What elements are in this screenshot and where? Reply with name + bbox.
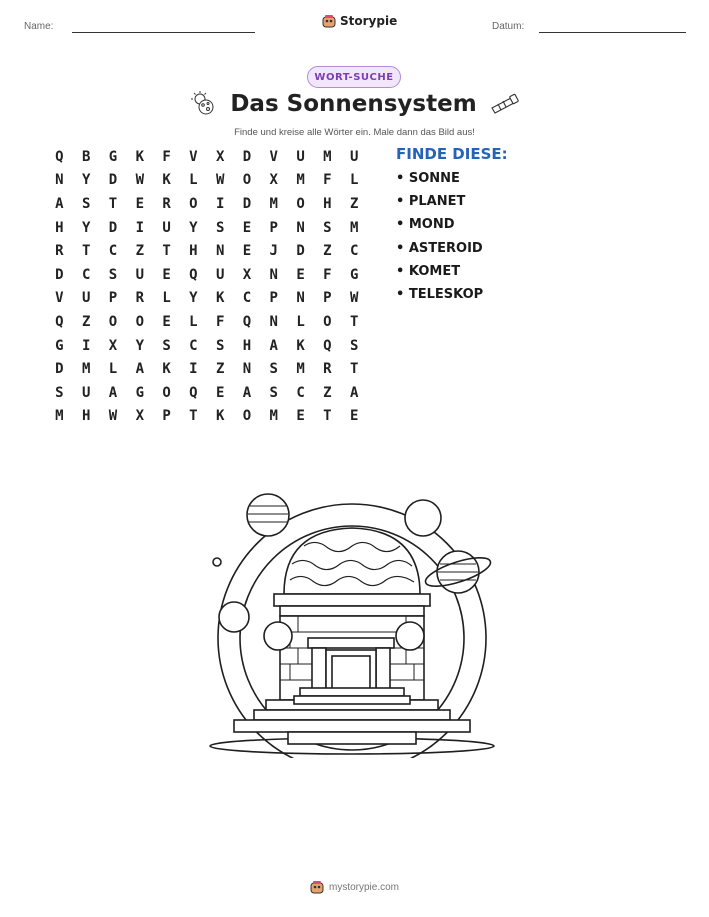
grid-letter[interactable]: T (81, 243, 91, 260)
instructions: Finde und kreise alle Wörter ein. Male dann das Bild aus! (234, 127, 475, 138)
grid-letter[interactable]: X (269, 172, 278, 189)
grid-letter[interactable]: L (296, 313, 305, 330)
grid-letter[interactable]: S (215, 219, 225, 236)
grid-letter[interactable]: K (296, 337, 305, 354)
grid-letter[interactable]: P (108, 290, 118, 307)
grid-letter[interactable]: H (81, 408, 91, 425)
grid-letter[interactable]: H (55, 219, 64, 236)
page-title: Das Sonnensystem (230, 91, 477, 117)
grid-letter[interactable]: H (323, 195, 332, 212)
grid-letter[interactable]: S (323, 219, 332, 236)
grid-letter[interactable]: O (162, 384, 171, 401)
grid-letter[interactable]: A (135, 361, 144, 378)
grid-letter[interactable]: F (215, 313, 225, 330)
word-list-item: • ASTEROID (396, 240, 483, 256)
grid-letter[interactable]: X (242, 266, 252, 283)
grid-letter[interactable]: K (162, 172, 171, 189)
grid-letter[interactable]: T (349, 313, 359, 330)
grid-letter[interactable]: O (296, 195, 305, 212)
grid-letter[interactable]: A (55, 195, 64, 212)
grid-row (46, 357, 368, 381)
grid-letter[interactable]: N (296, 219, 305, 236)
grid-letter[interactable]: Z (135, 243, 144, 260)
grid-letter[interactable]: Q (242, 313, 252, 330)
grid-letter[interactable]: O (189, 195, 198, 212)
grid-letter[interactable]: E (162, 313, 171, 330)
grid-letter[interactable]: P (162, 408, 171, 425)
grid-letter[interactable]: Y (135, 337, 144, 354)
grid-letter[interactable]: K (215, 408, 225, 425)
grid-letter[interactable]: O (323, 313, 332, 330)
grid-letter[interactable]: E (296, 408, 305, 425)
grid-row (46, 334, 368, 358)
footer-url[interactable]: mystorypie.com (328, 881, 399, 893)
grid-letter[interactable]: U (81, 290, 91, 307)
grid-letter[interactable]: Q (55, 313, 64, 330)
word-list-item: • PLANET (396, 194, 466, 210)
brand-name: Storypie (340, 14, 398, 28)
grid-letter[interactable]: U (81, 384, 91, 401)
grid-letter[interactable]: N (242, 361, 252, 378)
grid-letter[interactable]: K (135, 148, 144, 165)
grid-letter[interactable]: O (108, 313, 118, 330)
grid-letter[interactable]: F (323, 172, 332, 189)
grid-letter[interactable]: E (135, 195, 144, 212)
word-search-grid (46, 145, 368, 428)
grid-letter[interactable]: Q (189, 384, 198, 401)
grid-letter[interactable]: M (55, 408, 64, 425)
grid-letter[interactable]: J (269, 243, 278, 260)
grid-letter[interactable]: D (108, 172, 118, 189)
grid-letter[interactable]: M (296, 172, 305, 189)
grid-letter[interactable]: U (215, 266, 225, 283)
grid-letter[interactable]: P (269, 290, 278, 307)
grid-letter[interactable]: S (269, 384, 278, 401)
grid-letter[interactable]: O (135, 313, 144, 330)
grid-letter[interactable]: T (349, 361, 359, 378)
date-line[interactable] (539, 32, 686, 33)
word-list-item: • SONNE (396, 171, 460, 186)
mascot-icon (310, 880, 324, 894)
grid-row (46, 145, 368, 169)
grid-letter[interactable]: I (189, 361, 198, 378)
grid-row (46, 381, 368, 405)
grid-letter[interactable]: U (349, 148, 359, 165)
grid-letter[interactable]: D (55, 266, 64, 283)
grid-letter[interactable]: K (162, 361, 171, 378)
grid-letter[interactable]: N (215, 243, 225, 260)
grid-letter[interactable]: K (215, 290, 225, 307)
grid-letter[interactable]: R (55, 243, 64, 260)
grid-letter[interactable]: W (215, 172, 225, 189)
grid-letter[interactable]: S (349, 337, 359, 354)
grid-letter[interactable]: Y (81, 219, 91, 236)
grid-letter[interactable]: V (269, 148, 278, 165)
grid-letter[interactable]: X (108, 337, 118, 354)
grid-letter[interactable]: Q (189, 266, 198, 283)
grid-letter[interactable]: M (349, 219, 359, 236)
name-line[interactable] (72, 32, 255, 33)
grid-letter[interactable]: C (242, 290, 252, 307)
grid-letter[interactable]: E (296, 266, 305, 283)
grid-letter[interactable]: O (242, 172, 252, 189)
grid-letter[interactable]: R (162, 195, 171, 212)
grid-letter[interactable]: Z (349, 195, 359, 212)
grid-letter[interactable]: U (135, 266, 144, 283)
word-list-item: • TELESKOP (396, 286, 484, 302)
grid-letter[interactable]: G (55, 337, 64, 354)
grid-letter[interactable]: T (108, 195, 118, 212)
word-search-badge: WORT-SUCHE (307, 66, 401, 88)
word-list (396, 171, 483, 310)
grid-letter[interactable]: Z (215, 361, 225, 378)
grid-letter[interactable]: D (108, 219, 118, 236)
grid-letter[interactable]: G (135, 384, 144, 401)
grid-row (46, 192, 368, 216)
grid-letter[interactable]: C (349, 243, 359, 260)
grid-letter[interactable]: C (189, 337, 198, 354)
grid-letter[interactable]: E (242, 243, 252, 260)
grid-row (46, 287, 368, 311)
grid-letter[interactable]: A (108, 384, 118, 401)
grid-letter[interactable]: L (189, 313, 198, 330)
grid-row (46, 310, 368, 334)
grid-letter[interactable]: T (162, 243, 171, 260)
grid-letter[interactable]: R (135, 290, 144, 307)
grid-letter[interactable]: T (189, 408, 198, 425)
word-list-item: • KOMET (396, 263, 461, 279)
grid-letter[interactable]: E (349, 408, 359, 425)
grid-letter[interactable]: H (242, 337, 252, 354)
grid-letter[interactable]: X (135, 408, 144, 425)
grid-letter[interactable]: C (108, 243, 118, 260)
grid-letter[interactable]: S (215, 337, 225, 354)
grid-letter[interactable]: T (323, 408, 332, 425)
grid-letter[interactable]: H (189, 243, 198, 260)
grid-row (46, 169, 368, 193)
grid-letter[interactable]: Z (81, 313, 91, 330)
grid-letter[interactable]: I (81, 337, 91, 354)
grid-letter[interactable]: U (296, 148, 305, 165)
grid-letter[interactable]: Y (81, 172, 91, 189)
grid-letter[interactable]: W (349, 290, 359, 307)
grid-row (46, 216, 368, 240)
grid-letter[interactable]: B (81, 148, 91, 165)
grid-letter[interactable]: I (135, 219, 144, 236)
sun-planet-icon (190, 90, 218, 118)
grid-letter[interactable]: Y (189, 290, 198, 307)
grid-letter[interactable]: Y (189, 219, 198, 236)
grid-letter[interactable]: E (162, 266, 171, 283)
grid-letter[interactable]: V (55, 290, 64, 307)
grid-letter[interactable]: M (269, 195, 278, 212)
observatory-illustration (204, 486, 504, 758)
grid-letter[interactable]: U (162, 219, 171, 236)
date-label: Datum: (492, 21, 525, 32)
grid-letter[interactable]: D (242, 195, 252, 212)
title-row (0, 90, 709, 118)
grid-letter[interactable]: Q (55, 148, 64, 165)
grid-letter[interactable]: X (215, 148, 225, 165)
grid-letter[interactable]: Q (323, 337, 332, 354)
footer (0, 880, 709, 894)
grid-letter[interactable]: D (296, 243, 305, 260)
grid-letter[interactable]: D (242, 148, 252, 165)
grid-row (46, 239, 368, 263)
grid-letter[interactable]: R (323, 361, 332, 378)
grid-letter[interactable]: E (215, 384, 225, 401)
grid-letter[interactable]: N (55, 172, 64, 189)
grid-letter[interactable]: F (323, 266, 332, 283)
grid-letter[interactable]: S (108, 266, 118, 283)
grid-letter[interactable]: A (349, 384, 359, 401)
grid-letter[interactable]: N (296, 290, 305, 307)
grid-letter[interactable]: L (189, 172, 198, 189)
grid-row (46, 263, 368, 287)
grid-letter[interactable]: G (349, 266, 359, 283)
grid-letter[interactable]: I (215, 195, 225, 212)
telescope-icon (489, 92, 519, 116)
grid-letter[interactable]: M (296, 361, 305, 378)
grid-letter[interactable]: C (296, 384, 305, 401)
grid-letter[interactable]: L (108, 361, 118, 378)
grid-letter[interactable]: G (108, 148, 118, 165)
grid-letter[interactable]: S (269, 361, 278, 378)
grid-row (46, 405, 368, 429)
grid-letter[interactable]: W (108, 408, 118, 425)
word-list-item: • MOND (396, 217, 455, 233)
grid-letter[interactable]: A (269, 337, 278, 354)
grid-letter[interactable]: P (323, 290, 332, 307)
grid-letter[interactable]: M (269, 408, 278, 425)
grid-letter[interactable]: V (189, 148, 198, 165)
grid-letter[interactable]: C (81, 266, 91, 283)
grid-letter[interactable]: S (81, 195, 91, 212)
mascot-icon (322, 14, 336, 28)
grid-letter[interactable]: F (162, 148, 171, 165)
grid-letter[interactable]: L (162, 290, 171, 307)
grid-letter[interactable]: S (55, 384, 64, 401)
grid-letter[interactable]: D (55, 361, 64, 378)
grid-letter[interactable]: E (242, 219, 252, 236)
grid-letter[interactable]: P (269, 219, 278, 236)
grid-letter[interactable]: W (135, 172, 144, 189)
grid-letter[interactable]: A (242, 384, 252, 401)
grid-letter[interactable]: N (269, 266, 278, 283)
grid-letter[interactable]: N (269, 313, 278, 330)
grid-letter[interactable]: O (242, 408, 252, 425)
find-these-heading: FINDE DIESE: (396, 145, 508, 163)
grid-letter[interactable]: M (323, 148, 332, 165)
grid-letter[interactable]: Z (323, 384, 332, 401)
brand-logo (322, 14, 397, 28)
grid-letter[interactable]: M (81, 361, 91, 378)
grid-letter[interactable]: Z (323, 243, 332, 260)
grid-letter[interactable]: S (162, 337, 171, 354)
grid-letter[interactable]: L (349, 172, 359, 189)
name-label: Name: (24, 21, 54, 32)
